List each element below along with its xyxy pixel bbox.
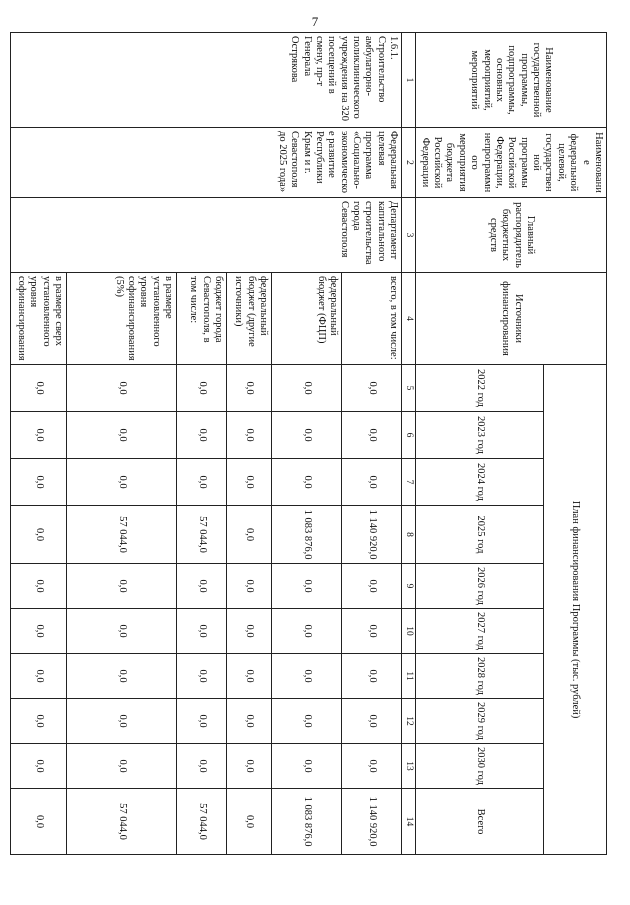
funding-source-cell: в размере установленного уровня софинансирования (5%) — [67, 273, 177, 365]
year-header-5: 2027 год — [416, 609, 543, 654]
value-cell: 0,0 — [272, 609, 342, 654]
column-number-8: 8 — [402, 506, 416, 564]
value-cell: 0,0 — [227, 609, 272, 654]
financing-table — [10, 32, 607, 855]
value-cell: 0,0 — [177, 564, 227, 609]
value-cell: 0,0 — [11, 744, 67, 789]
value-cell: 0,0 — [272, 365, 342, 412]
value-cell: 0,0 — [67, 365, 177, 412]
value-cell: 0,0 — [67, 654, 177, 699]
value-cell: 0,0 — [272, 564, 342, 609]
value-cell: 0,0 — [11, 654, 67, 699]
year-header-3: 2025 год — [416, 506, 543, 564]
column-number-11: 11 — [402, 654, 416, 699]
value-cell: 0,0 — [272, 654, 342, 699]
value-cell: 0,0 — [227, 365, 272, 412]
value-cell: 0,0 — [227, 564, 272, 609]
column-number-6: 6 — [402, 412, 416, 459]
value-cell: 0,0 — [11, 459, 67, 506]
value-cell: 0,0 — [227, 789, 272, 855]
value-cell: 0,0 — [11, 564, 67, 609]
column-number-14: 14 — [402, 789, 416, 855]
rotated-table-container — [16, 32, 607, 854]
value-cell: 1 140 920,0 — [342, 789, 402, 855]
funding-source-cell: в размере сверх установленного уровня софинансирования — [11, 273, 67, 365]
value-cell: 0,0 — [227, 699, 272, 744]
value-cell: 0,0 — [342, 412, 402, 459]
value-cell: 0,0 — [67, 412, 177, 459]
page-frame — [16, 32, 607, 854]
column-number-10: 10 — [402, 609, 416, 654]
value-cell: 0,0 — [272, 459, 342, 506]
column-number-5: 5 — [402, 365, 416, 412]
value-cell: 0,0 — [272, 699, 342, 744]
column-number-13: 13 — [402, 744, 416, 789]
header-federal-program: Наименование федеральной целевой, государственной программы Российской Федерации, непрограммного мероприятия бюджета Российской Федерации — [416, 128, 607, 198]
column-number-2: 2 — [402, 128, 416, 198]
year-header-6: 2028 год — [416, 654, 543, 699]
header-funding-source: Источники финансирования — [416, 273, 607, 365]
value-cell: 0,0 — [11, 506, 67, 564]
value-cell: 0,0 — [11, 699, 67, 744]
value-cell: 0,0 — [342, 744, 402, 789]
value-cell: 0,0 — [177, 744, 227, 789]
column-number-row — [402, 33, 416, 855]
value-cell: 0,0 — [342, 699, 402, 744]
column-number-9: 9 — [402, 564, 416, 609]
value-cell: 0,0 — [11, 789, 67, 855]
value-cell: 57 044,0 — [67, 506, 177, 564]
value-cell: 1 140 920,0 — [342, 506, 402, 564]
value-cell: 0,0 — [67, 609, 177, 654]
value-cell: 0,0 — [342, 365, 402, 412]
value-cell: 0,0 — [11, 412, 67, 459]
value-cell: 57 044,0 — [67, 789, 177, 855]
value-cell: 0,0 — [227, 654, 272, 699]
year-header-2: 2024 год — [416, 459, 543, 506]
funding-source-cell: бюджет города Севастополя, в том числе: — [177, 273, 227, 365]
value-cell: 0,0 — [177, 654, 227, 699]
year-header-1: 2023 год — [416, 412, 543, 459]
value-cell: 57 044,0 — [177, 789, 227, 855]
page-number: 7 — [311, 14, 319, 29]
value-cell: 0,0 — [11, 609, 67, 654]
value-cell: 0,0 — [342, 459, 402, 506]
budget-manager-cell: Департамент капитального строительства города Севастополя — [11, 198, 402, 273]
header-financing-plan: План финансирования Программы (тыс. рублей) — [543, 365, 606, 855]
value-cell: 1 083 876,0 — [272, 789, 342, 855]
funding-source-cell: всего, в том числе: — [342, 273, 402, 365]
value-cell: 0,0 — [342, 609, 402, 654]
value-cell: 0,0 — [177, 365, 227, 412]
header-budget-manager: Главный распорядитель бюджетных средств — [416, 198, 607, 273]
value-cell: 57 044,0 — [177, 506, 227, 564]
value-cell: 0,0 — [177, 412, 227, 459]
value-cell: 0,0 — [227, 506, 272, 564]
table-row — [342, 33, 402, 855]
table-body — [11, 33, 402, 855]
value-cell: 0,0 — [227, 744, 272, 789]
column-number-4: 4 — [402, 273, 416, 365]
column-number-7: 7 — [402, 459, 416, 506]
column-number-1: 1 — [402, 33, 416, 128]
value-cell: 0,0 — [11, 365, 67, 412]
value-cell: 0,0 — [177, 459, 227, 506]
year-header-0: 2022 год — [416, 365, 543, 412]
year-header-4: 2026 год — [416, 564, 543, 609]
value-cell: 0,0 — [177, 609, 227, 654]
activity-name-cell: 1.6.1. Строительство амбулаторно-поликлинического учреждения на 320 посещений в смену, пр-т Генерала Острякова — [11, 33, 402, 128]
federal-program-cell: Федеральная целевая программа «Социально-экономическое развитие Республики Крым и г. Севастополя до 2025 года» — [11, 128, 402, 198]
value-cell: 0,0 — [67, 744, 177, 789]
year-header-8: 2030 год — [416, 744, 543, 789]
value-cell: 1 083 876,0 — [272, 506, 342, 564]
funding-source-cell: федеральный бюджет (ФЦП) — [272, 273, 342, 365]
value-cell: 0,0 — [67, 564, 177, 609]
value-cell: 0,0 — [272, 412, 342, 459]
value-cell: 0,0 — [67, 699, 177, 744]
value-cell: 0,0 — [227, 412, 272, 459]
value-cell: 0,0 — [342, 654, 402, 699]
value-cell: 0,0 — [67, 459, 177, 506]
funding-source-cell: федеральный бюджет (другие источники) — [227, 273, 272, 365]
year-header-9: Всего — [416, 789, 543, 855]
value-cell: 0,0 — [342, 564, 402, 609]
header-program-name: Наименование государственной программы, подпрограммы, основных мероприятий, мероприятий — [416, 33, 607, 128]
value-cell: 0,0 — [272, 744, 342, 789]
value-cell: 0,0 — [177, 699, 227, 744]
column-number-12: 12 — [402, 699, 416, 744]
column-number-3: 3 — [402, 198, 416, 273]
value-cell: 0,0 — [227, 459, 272, 506]
year-header-7: 2029 год — [416, 699, 543, 744]
